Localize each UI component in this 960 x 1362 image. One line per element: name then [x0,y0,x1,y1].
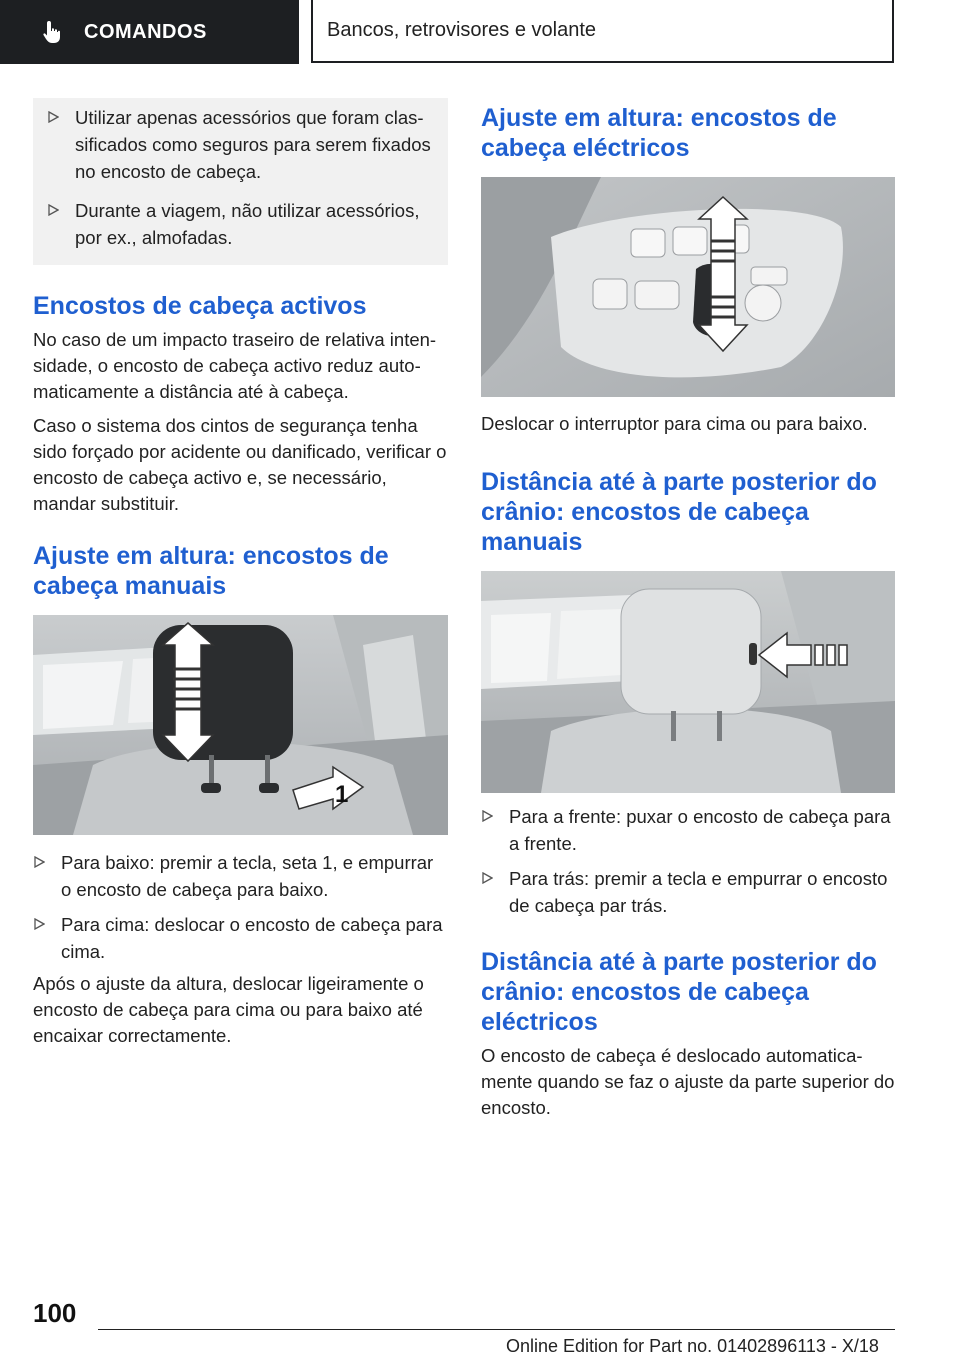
active-paragraph-1: No caso de um impacto traseiro de relativa intensidade, o encosto de cabeça activo reduz automaticamente a distância até à cabeça. [33,329,437,402]
section-tab [0,0,299,64]
bullet-triangle-icon [33,856,45,868]
distance-electric-heading: Distância até à parte posterior do crânio: encostos de cabeça eléctricos [481,948,877,1036]
edition-note: Online Edition for Part no. 01402896113 - X/18 [506,1336,879,1356]
note-bullet [47,100,434,185]
distance-manual-bullet-text: Para a frente: puxar o encosto de cabeça para a frente. [509,806,891,854]
manual-bullet [33,911,448,965]
section-label: COMANDOS [84,20,207,43]
electric-switch-illustration [481,177,895,397]
manual-bullet-text: Para cima: deslocar o encosto de cabeça para cima. [61,914,443,962]
note-bullet-text: Durante a viagem, não utilizar acessórios, por ex., almofadas. [75,200,420,248]
pointing-hand-icon [40,19,66,45]
electric-switch-image [481,177,895,397]
bullet-triangle-icon [47,204,59,216]
page-header [0,0,960,66]
distance-manual-heading: Distância até à parte posterior do crânio: encostos de cabeça manuais [481,468,877,556]
manual-bullet-text: Para baixo: premir a tecla, seta 1, e empurrar o encosto de cabeça para baixo. [61,852,434,900]
manual-headrest-illustration [33,615,448,835]
chapter-title-tab [311,0,894,63]
active-headrest-heading: Encostos de cabeça activos [33,292,367,320]
active-paragraph-2: Caso o sistema dos cintos de segurança tenha sido forçado por acidente ou danificado, verificar o encosto de cabeça activo e, se necessário, mandar substituir. [33,415,447,514]
bullet-triangle-icon [481,810,493,822]
arrow-callout-label: 1 [335,781,349,808]
footer-divider [98,1329,895,1330]
manual-height-heading: Ajuste em altura: encostos de cabeça manuais [33,542,389,600]
manual-headrest-image [33,615,448,835]
distance-manual-bullet [481,803,895,857]
note-box [33,98,448,265]
chapter-title: Bancos, retrovisores e volante [327,19,597,41]
note-bullet-text: Utilizar apenas acessórios que foram classificados como seguros para serem fixados no encosto de cabeça. [75,107,431,182]
right-column [481,103,895,1121]
note-bullet [47,193,434,251]
manual-bullet [33,849,448,903]
distance-manual-bullet [481,865,895,919]
page-number: 100 [33,1298,77,1328]
bullet-triangle-icon [481,872,493,884]
electric-caption: Deslocar o interruptor para cima ou para baixo. [481,413,868,434]
bullet-triangle-icon [47,111,59,123]
bullet-triangle-icon [33,918,45,930]
distance-manual-bullet-text: Para trás: premir a tecla e empurrar o encosto de cabeça par trás. [509,868,888,916]
left-column [33,100,448,1049]
distance-manual-illustration [481,571,895,793]
distance-electric-paragraph: O encosto de cabeça é deslocado automaticamente quando se faz o ajuste da parte superior do encosto. [481,1045,895,1118]
distance-manual-image [481,571,895,793]
electric-height-heading: Ajuste em altura: encostos de cabeça eléctricos [481,104,837,162]
manual-paragraph: Após o ajuste da altura, deslocar ligeiramente o encosto de cabeça para cima ou para baixo até encaixar correctamente. [33,973,424,1046]
